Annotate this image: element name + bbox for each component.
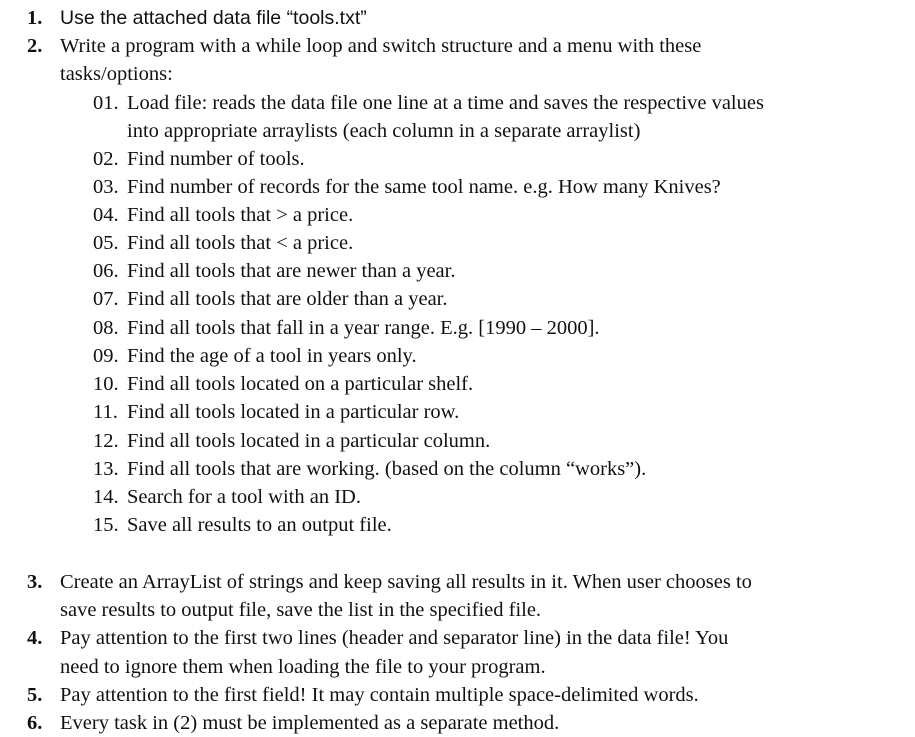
item-4-text-line1: Pay attention to the first two lines (header and separator line) in the data file! You bbox=[60, 627, 729, 649]
task-01-text-line2: into appropriate arraylists (each column in a separate arraylist) bbox=[127, 120, 641, 142]
item-1-text: Use the attached data file “tools.txt” bbox=[60, 7, 367, 29]
item-3-text-line2: save results to output file, save the list in the specified file. bbox=[60, 599, 542, 621]
task-02-text: Find number of tools. bbox=[127, 148, 305, 170]
item-3-number: 3. bbox=[27, 571, 43, 593]
task-06-number: 06. bbox=[93, 260, 119, 282]
item-5-number: 5. bbox=[27, 684, 43, 706]
task-14-text: Search for a tool with an ID. bbox=[127, 486, 361, 508]
task-09-number: 09. bbox=[93, 345, 119, 367]
task-13-number: 13. bbox=[93, 458, 119, 480]
task-07-number: 07. bbox=[93, 288, 119, 310]
task-08-text: Find all tools that fall in a year range. E.g. [1990 – 2000]. bbox=[127, 317, 600, 339]
task-06-text: Find all tools that are newer than a year. bbox=[127, 260, 456, 282]
task-13-text: Find all tools that are working. (based on the column “works”). bbox=[127, 458, 647, 480]
item-1-number: 1. bbox=[27, 7, 43, 29]
task-11-text: Find all tools located in a particular row. bbox=[127, 401, 460, 423]
task-10-number: 10. bbox=[93, 373, 119, 395]
task-12-text: Find all tools located in a particular column. bbox=[127, 430, 491, 452]
item-6-text: Every task in (2) must be implemented as a separate method. bbox=[60, 712, 560, 734]
task-02-number: 02. bbox=[93, 148, 119, 170]
task-09-text: Find the age of a tool in years only. bbox=[127, 345, 417, 367]
item-3-text-line1: Create an ArrayList of strings and keep saving all results in it. When user chooses to bbox=[60, 571, 752, 593]
item-2-number: 2. bbox=[27, 35, 43, 57]
task-03-number: 03. bbox=[93, 176, 119, 198]
task-10-text: Find all tools located on a particular shelf. bbox=[127, 373, 474, 395]
task-14-number: 14. bbox=[93, 486, 119, 508]
item-4-number: 4. bbox=[27, 627, 43, 649]
task-11-number: 11. bbox=[93, 401, 118, 423]
item-2-text-line2: tasks/options: bbox=[60, 63, 173, 85]
task-01-number: 01. bbox=[93, 92, 119, 114]
item-6-number: 6. bbox=[27, 712, 43, 734]
task-04-number: 04. bbox=[93, 204, 119, 226]
task-03-text: Find number of records for the same tool name. e.g. How many Knives? bbox=[127, 176, 721, 198]
task-08-number: 08. bbox=[93, 317, 119, 339]
task-07-text: Find all tools that are older than a year. bbox=[127, 288, 448, 310]
task-04-text: Find all tools that > a price. bbox=[127, 204, 354, 226]
task-12-number: 12. bbox=[93, 430, 119, 452]
task-05-number: 05. bbox=[93, 232, 119, 254]
task-01-text-line1: Load file: reads the data file one line at a time and saves the respective values bbox=[127, 92, 764, 114]
task-15-number: 15. bbox=[93, 514, 119, 536]
task-05-text: Find all tools that < a price. bbox=[127, 232, 354, 254]
item-4-text-line2: need to ignore them when loading the file to your program. bbox=[60, 656, 546, 678]
item-2-text-line1: Write a program with a while loop and switch structure and a menu with these bbox=[60, 35, 702, 57]
task-15-text: Save all results to an output file. bbox=[127, 514, 392, 536]
item-5-text: Pay attention to the first field! It may contain multiple space-delimited words. bbox=[60, 684, 699, 706]
